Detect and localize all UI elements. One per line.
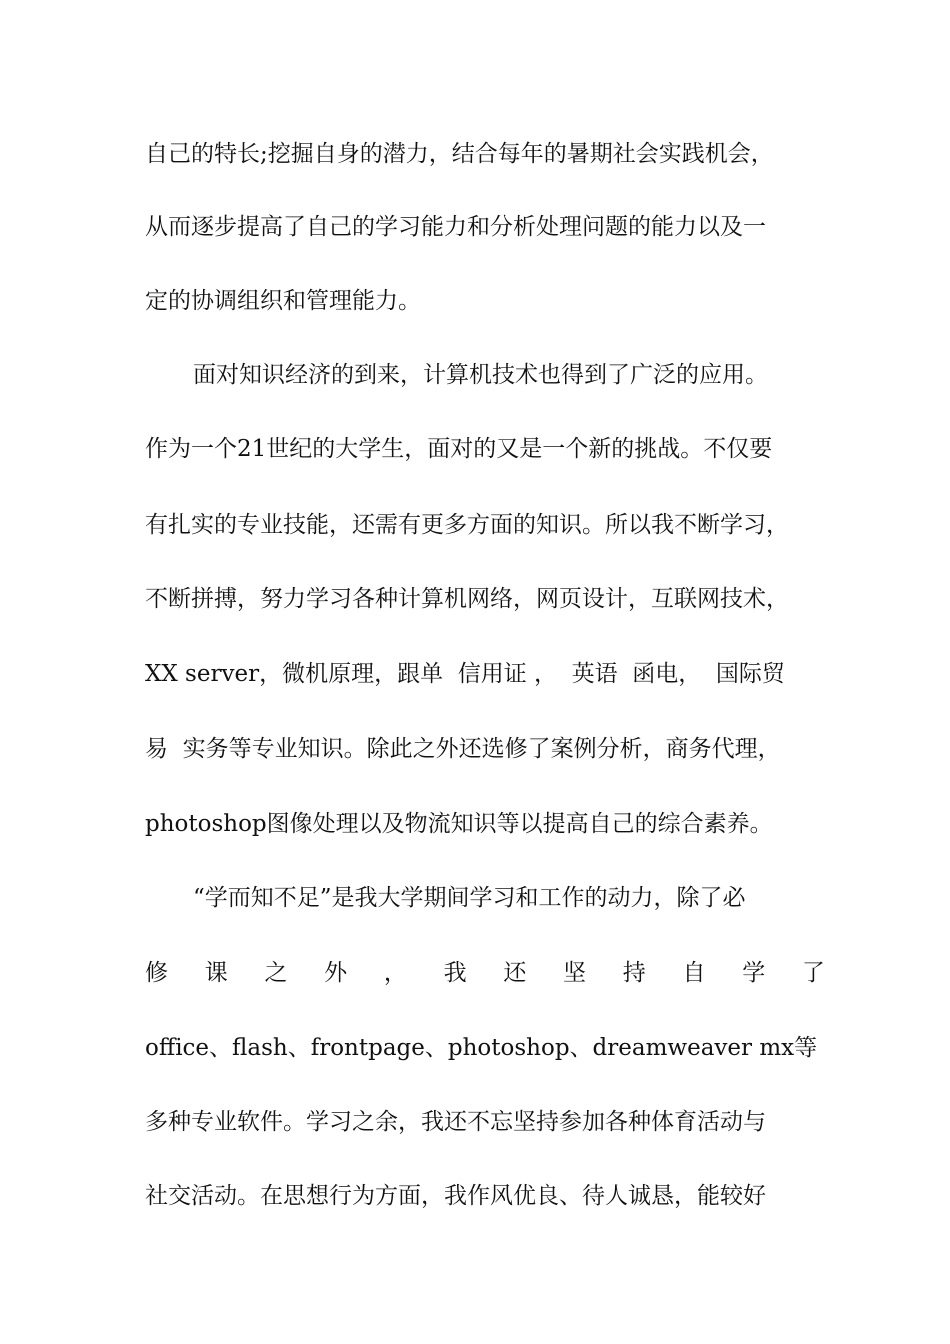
spread-char: ， [383, 960, 407, 986]
text-line: 作为一个21世纪的大学生，面对的又是一个新的挑战。不仅要 [145, 436, 773, 462]
text-line: XX server，微机原理，跟单 信用证 ， 英语 函电， 国际贸 [145, 661, 785, 687]
spread-char: 课 [204, 960, 228, 986]
text-line: office、flash、frontpage、photoshop、dreamweaver mx等 [145, 1035, 818, 1061]
spread-char: 自 [682, 960, 706, 986]
paragraph-first-line: “学而知不足”是我大学期间学习和工作的动力，除了必 [193, 885, 746, 911]
spread-char: 外 [324, 960, 348, 986]
spread-char: 坚 [563, 960, 587, 986]
spread-char: 修 [145, 960, 168, 986]
text-line: 从而逐步提高了自己的学习能力和分析处理问题的能力以及一 [145, 214, 766, 240]
spread-text-line [145, 958, 825, 988]
text-line: 有扎实的专业技能，还需有更多方面的知识。所以我不断学习， [145, 512, 789, 538]
text-line: 社交活动。在思想行为方面，我作风优良、待人诚恳，能较好 [145, 1183, 766, 1209]
spread-char: 持 [622, 960, 646, 986]
text-line: 定的协调组织和管理能力。 [145, 288, 421, 314]
text-line: 多种专业软件。学习之余，我还不忘坚持参加各种体育活动与 [145, 1109, 766, 1135]
spread-char: 我 [443, 960, 467, 986]
text-line: photoshop图像处理以及物流知识等以提高自己的综合素养。 [145, 811, 773, 837]
spread-char: 了 [801, 960, 825, 986]
text-line: 不断拼搏，努力学习各种计算机网络，网页设计，互联网技术， [145, 586, 789, 612]
text-line: 易 实务等专业知识。除此之外还选修了案例分析，商务代理， [145, 736, 781, 762]
text-line: 自己的特长;挖掘自身的潜力，结合每年的暑期社会实践机会， [145, 141, 774, 167]
spread-char: 之 [264, 960, 288, 986]
spread-char: 还 [503, 960, 527, 986]
spread-char: 学 [742, 960, 766, 986]
paragraph-first-line: 面对知识经济的到来，计算机技术也得到了广泛的应用。 [193, 362, 768, 388]
